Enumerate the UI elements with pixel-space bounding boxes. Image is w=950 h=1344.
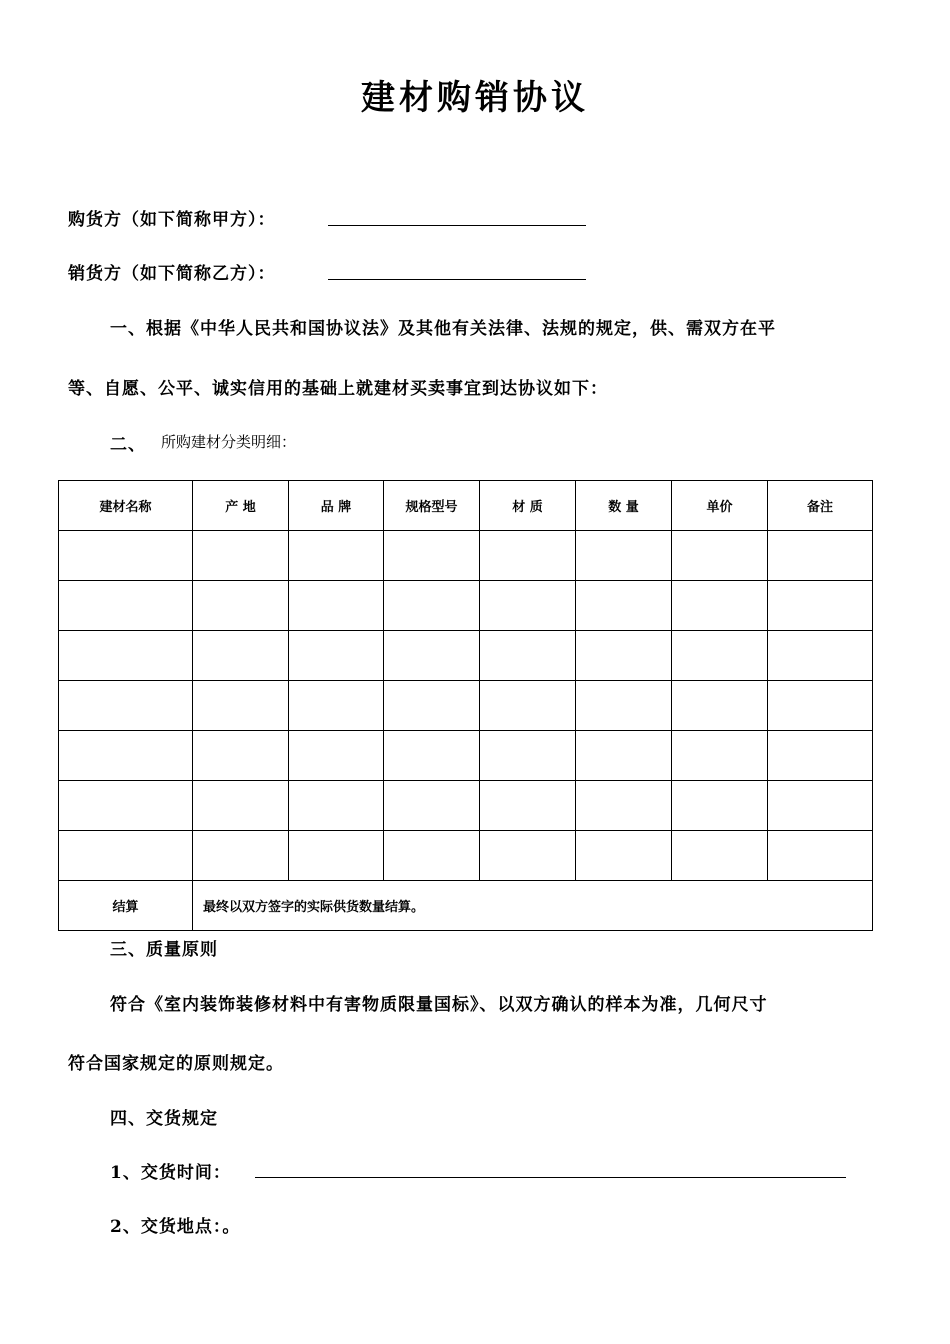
table-cell[interactable] [384, 681, 480, 731]
clause1-line1: 一、根据《中华人民共和国协议法》及其他有关法律、法规的规定，供、需双方在平 [110, 319, 776, 339]
table-cell[interactable] [576, 581, 672, 631]
clause1-line2: 等、自愿、公平、诚实信用的基础上就建材买卖事宜到达协议如下： [68, 379, 608, 399]
table-cell[interactable] [193, 581, 289, 631]
clause3-line2: 符合国家规定的原则规定。 [68, 1054, 284, 1074]
table-cell[interactable] [384, 731, 480, 781]
table-row [59, 831, 873, 881]
table-cell[interactable] [480, 631, 576, 681]
header-cell: 备注 [768, 481, 873, 531]
table-cell[interactable] [768, 631, 873, 681]
table-cell[interactable] [672, 631, 768, 681]
settlement-label: 结算 [59, 881, 193, 931]
table-cell[interactable] [672, 781, 768, 831]
header-cell: 数 量 [576, 481, 672, 531]
table-cell[interactable] [289, 631, 384, 681]
table-cell[interactable] [289, 781, 384, 831]
header-cell: 材 质 [480, 481, 576, 531]
table-cell[interactable] [384, 531, 480, 581]
table-cell[interactable] [768, 531, 873, 581]
delivery-place-label: 2、交货地点：。 [110, 1217, 241, 1237]
table-row [59, 731, 873, 781]
table-cell[interactable] [480, 781, 576, 831]
table-cell[interactable] [193, 531, 289, 581]
table-cell[interactable] [480, 531, 576, 581]
table-cell[interactable] [289, 731, 384, 781]
table-cell[interactable] [193, 731, 289, 781]
table-cell[interactable] [59, 681, 193, 731]
table-cell[interactable] [768, 831, 873, 881]
table-cell[interactable] [480, 581, 576, 631]
table-cell[interactable] [289, 531, 384, 581]
clause4-title: 四、交货规定 [110, 1109, 218, 1129]
table-cell[interactable] [576, 831, 672, 881]
table-cell[interactable] [672, 531, 768, 581]
table-row [59, 581, 873, 631]
table-cell[interactable] [59, 781, 193, 831]
clause3-line1: 符合《室内装饰装修材料中有害物质限量国标》、以双方确认的样本为准，几何尺寸 [110, 995, 768, 1015]
table-cell[interactable] [193, 831, 289, 881]
header-cell: 规格型号 [384, 481, 480, 531]
table-cell[interactable] [384, 631, 480, 681]
table-cell[interactable] [768, 781, 873, 831]
header-cell: 产 地 [193, 481, 289, 531]
table-cell[interactable] [480, 831, 576, 881]
document-title: 建材购销协议 [361, 78, 589, 118]
table-cell[interactable] [576, 781, 672, 831]
table-cell[interactable] [768, 681, 873, 731]
buyer-label: 购货方（如下简称甲方）： [68, 210, 276, 230]
table-cell[interactable] [672, 831, 768, 881]
table-cell[interactable] [289, 831, 384, 881]
table-cell[interactable] [59, 581, 193, 631]
buyer-blank-line[interactable] [328, 225, 586, 226]
clause3-title: 三、质量原则 [110, 940, 218, 960]
table-cell[interactable] [384, 831, 480, 881]
header-cell: 单价 [672, 481, 768, 531]
table-cell[interactable] [480, 731, 576, 781]
seller-label: 销货方（如下简称乙方）： [68, 264, 276, 284]
table-cell[interactable] [576, 631, 672, 681]
table-cell[interactable] [59, 531, 193, 581]
settlement-row [59, 881, 873, 931]
table-header-row [59, 481, 873, 531]
table-cell[interactable] [576, 531, 672, 581]
seller-blank-line[interactable] [328, 279, 586, 280]
table-row [59, 681, 873, 731]
table-cell[interactable] [576, 681, 672, 731]
table-cell[interactable] [289, 581, 384, 631]
table-row [59, 531, 873, 581]
table-cell[interactable] [576, 731, 672, 781]
table-cell[interactable] [768, 581, 873, 631]
table-cell[interactable] [672, 731, 768, 781]
table-row [59, 781, 873, 831]
table-cell[interactable] [193, 781, 289, 831]
table-cell[interactable] [384, 781, 480, 831]
table-cell[interactable] [193, 631, 289, 681]
table-cell[interactable] [59, 631, 193, 681]
table-cell[interactable] [768, 731, 873, 781]
header-cell: 品 牌 [289, 481, 384, 531]
table-cell[interactable] [480, 681, 576, 731]
clause2-number: 二、 [110, 435, 146, 455]
table-cell[interactable] [384, 581, 480, 631]
table-cell[interactable] [193, 681, 289, 731]
table-row [59, 631, 873, 681]
table-cell[interactable] [672, 581, 768, 631]
table-cell[interactable] [672, 681, 768, 731]
table-cell[interactable] [59, 831, 193, 881]
delivery-time-label: 1、交货时间： [110, 1163, 231, 1183]
delivery-time-blank-line[interactable] [255, 1177, 846, 1178]
settlement-text: 最终以双方签字的实际供货数量结算。 [193, 881, 873, 931]
materials-table [58, 480, 873, 931]
header-cell: 建材名称 [59, 481, 193, 531]
table-cell[interactable] [289, 681, 384, 731]
clause2-text: 所购建材分类明细： [161, 433, 297, 451]
table-cell[interactable] [59, 731, 193, 781]
